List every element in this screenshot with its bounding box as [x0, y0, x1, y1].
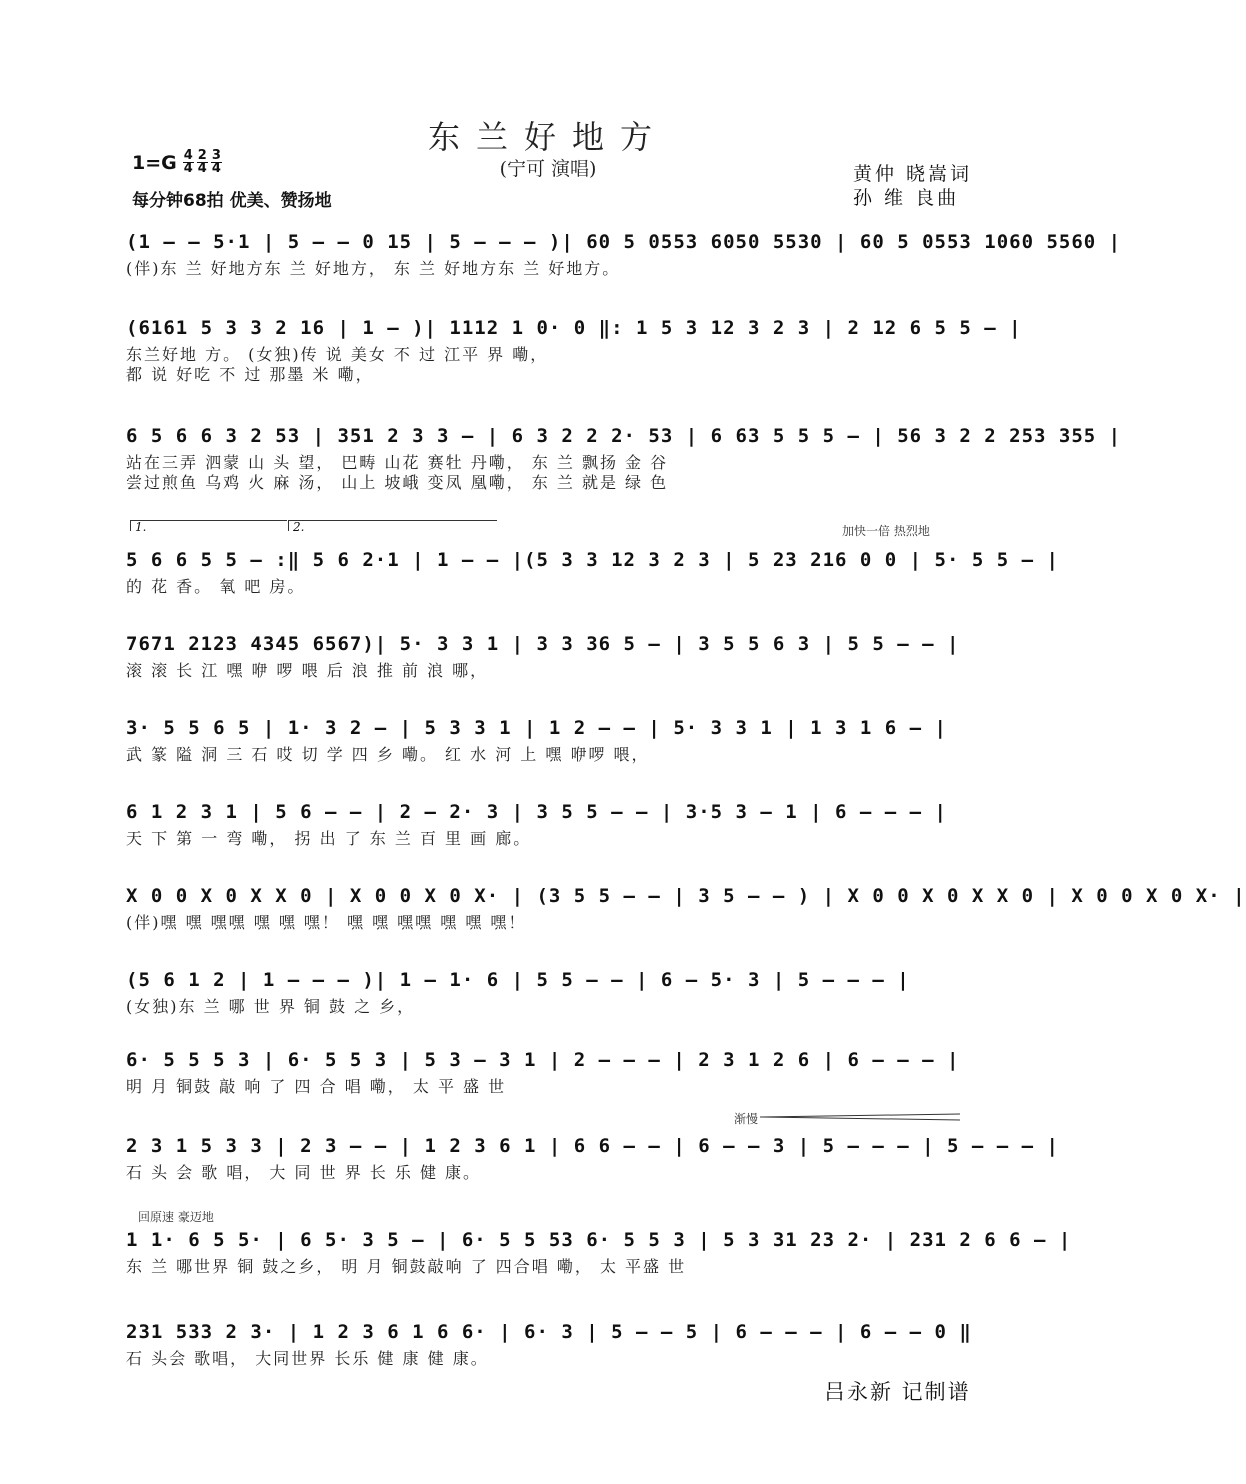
- score-system-5: [126, 628, 972, 681]
- credits: [853, 162, 972, 210]
- score-system-4: [126, 544, 1059, 597]
- time-signature: $\frac{3}{4}$: [211, 148, 221, 176]
- notation-row: 1 1· 6 5 5· | 6 5· 3 5 – | 6· 5 5 53 6· 5 5 3 | 5 3 31 23 2· | 231 2 6 6 – |: [126, 1229, 1072, 1251]
- lyric-row: 的 花 香。 氧 吧 房。: [126, 577, 306, 596]
- lyric-row: 滚 滚 长 江 嘿 咿 啰 喂 后 浪 推 前 浪 哪，: [126, 661, 489, 680]
- page-title: 东兰好地方: [427, 118, 668, 156]
- key-signature: 1=G: [132, 151, 177, 174]
- notation-row: (6161 5 3 3 2 16 | 1 – )| 1112 1 0· 0 ‖: 1 5 3 12 3 2 3 | 2 12 6 5 5 – |: [126, 317, 1022, 339]
- lyric-row: 武 篆 隘 洞 三 石 哎 切 学 四 乡 嘞。 红 水 河 上 嘿 咿啰 喂，: [126, 745, 650, 764]
- lyric-row: 石 头 会 歌 唱， 大 同 世 界 长 乐 健 康。: [126, 1163, 482, 1182]
- score-system-10: [126, 1044, 972, 1097]
- accelerando-marking: 加快一倍 热烈地: [842, 524, 930, 538]
- score-system-6: [126, 712, 972, 765]
- notation-row: 6 1 2 3 1 | 5 6 – – | 2 – 2· 3 | 3 5 5 – – | 3·5 3 – 1 | 6 – – – |: [126, 801, 947, 823]
- lyric-row: 石 头会 歌唱， 大同世界 长乐 健 康 健 康。: [126, 1349, 489, 1368]
- score-system-13: [126, 1316, 972, 1369]
- notation-row: 2 3 1 5 3 3 | 2 3 – – | 1 2 3 6 1 | 6 6 – – | 6 – – 3 | 5 – – – | 5 – – – |: [126, 1135, 1059, 1157]
- notation-row: X 0 0 X 0 X X 0 | X 0 0 X 0 X· | (3 5 5 – – | 3 5 – – ) | X 0 0 X 0 X X 0 | X 0 0 X 0 X· |: [126, 885, 1246, 907]
- ritardando-marking: 渐慢: [734, 1112, 759, 1126]
- lyric-row: 站在三弄 泗蒙 山 头 望， 巴畴 山花 赛牡 丹嘞， 东 兰 飘扬 金 谷: [126, 453, 669, 472]
- score-system-1: [126, 226, 1122, 279]
- volta-bracket-2: 2.: [288, 520, 497, 531]
- tempo-marking: 每分钟68拍 优美、赞扬地: [132, 191, 332, 211]
- score-system-3: [126, 420, 1122, 493]
- volta-bracket-1: 1.: [130, 520, 287, 531]
- notation-row: 7671 2123 4345 6567)| 5· 3 3 1 | 3 3 36 5 – | 3 5 5 6 3 | 5 5 – – |: [126, 633, 960, 655]
- notation-row: 5 6 6 5 5 – :‖ 5 6 2·1 | 1 – – |(5 3 3 12 3 2 3 | 5 23 216 0 0 | 5· 5 5 – |: [126, 549, 1059, 571]
- lyric-row: 东兰好地 方。 (女独)传 说 美女 不 过 江平 界 嘞，: [126, 345, 549, 364]
- lyric-row: (伴)东 兰 好地方东 兰 好地方， 东 兰 好地方东 兰 好地方。: [126, 259, 621, 278]
- lyricist: 黄仲 晓嵩词: [853, 163, 973, 185]
- lyric-row: 明 月 铜鼓 敲 响 了 四 合 唱 嘞， 太 平 盛 世: [126, 1077, 507, 1096]
- time-signatures: [183, 150, 222, 175]
- transcriber-credit: 吕永新 记制谱: [824, 1380, 971, 1404]
- notation-row: 6 5 6 6 3 2 53 | 351 2 3 3 – | 6 3 2 2 2· 53 | 6 63 5 5 5 – | 56 3 2 2 253 355 |: [126, 425, 1122, 447]
- time-signature: $\frac{4}{4}$: [183, 148, 193, 176]
- lyric-row: (伴)嘿 嘿 嘿嘿 嘿 嘿 嘿！ 嘿 嘿 嘿嘿 嘿 嘿 嘿！: [126, 913, 527, 932]
- ritardando-line: [760, 1113, 960, 1121]
- score-system-11: [126, 1130, 1059, 1183]
- score-system-12: [126, 1224, 1072, 1277]
- singer-note: (宁可 演唱): [499, 158, 597, 180]
- lyric-row: 天 下 第 一 弯 嘞， 拐 出 了 东 兰 百 里 画 廊。: [126, 829, 532, 848]
- a-tempo-marking: 回原速 豪迈地: [138, 1210, 214, 1224]
- score-system-2: [126, 312, 1022, 385]
- notation-row: (1 – – 5·1 | 5 – – 0 15 | 5 – – – )| 60 5 0553 6050 5530 | 60 5 0553 1060 5560 |: [126, 231, 1122, 253]
- lyric-row: 尝过煎鱼 乌鸡 火 麻 汤， 山上 坡峨 变凤 凰嘞， 东 兰 就是 绿 色: [126, 473, 669, 492]
- score-system-8: [126, 880, 1246, 933]
- score-system-7: [126, 796, 972, 849]
- lyric-row: 东 兰 哪世界 铜 鼓之乡， 明 月 铜鼓敲响 了 四合唱 嘞， 太 平盛 世: [126, 1257, 687, 1276]
- score-system-9: [126, 964, 972, 1017]
- notation-row: 231 533 2 3· | 1 2 3 6 1 6 6· | 6· 3 | 5 – – 5 | 6 – – – | 6 – – 0 ‖: [126, 1321, 972, 1343]
- notation-row: (5 6 1 2 | 1 – – – )| 1 – 1· 6 | 5 5 – – | 6 – 5· 3 | 5 – – – |: [126, 969, 910, 991]
- composer: 孙 维 良曲: [853, 187, 960, 209]
- lyric-row: (女独)东 兰 哪 世 界 铜 鼓 之 乡，: [126, 997, 416, 1016]
- lyric-row: 都 说 好吃 不 过 那墨 米 嘞，: [126, 365, 374, 384]
- key-signature-block: [132, 150, 222, 175]
- notation-row: 6· 5 5 5 3 | 6· 5 5 3 | 5 3 – 3 1 | 2 – – – | 2 3 1 2 6 | 6 – – – |: [126, 1049, 960, 1071]
- time-signature: $\frac{2}{4}$: [197, 148, 207, 176]
- notation-row: 3· 5 5 6 5 | 1· 3 2 – | 5 3 3 1 | 1 2 – – | 5· 3 3 1 | 1 3 1 6 – |: [126, 717, 947, 739]
